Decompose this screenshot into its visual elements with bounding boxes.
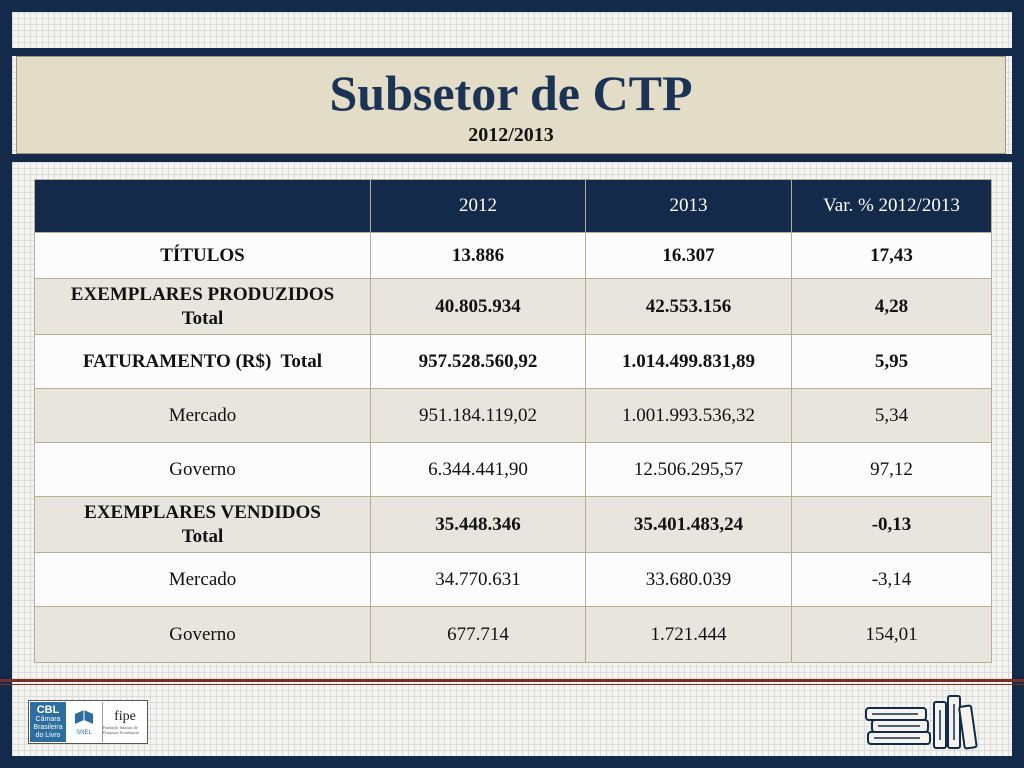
header-cell-label	[35, 180, 371, 233]
open-book-icon	[73, 708, 95, 730]
cell-2012: 13.886	[371, 233, 586, 279]
row-label: Governo	[35, 607, 371, 663]
cell-var: 5,95	[792, 335, 992, 389]
cell-var: -3,14	[792, 553, 992, 607]
cell-2013: 1.721.444	[586, 607, 792, 663]
cell-2013: 42.553.156	[586, 279, 792, 335]
snel-logo: SNEL	[66, 702, 102, 742]
cell-var: 97,12	[792, 443, 992, 497]
table-row	[35, 279, 992, 335]
cell-2013: 1.014.499.831,89	[586, 335, 792, 389]
cell-var: 17,43	[792, 233, 992, 279]
cell-2012: 6.344.441,90	[371, 443, 586, 497]
row-label: Mercado	[35, 389, 371, 443]
cell-2013: 16.307	[586, 233, 792, 279]
table-row	[35, 389, 992, 443]
footer-divider-thin	[0, 684, 1024, 685]
cell-2012: 40.805.934	[371, 279, 586, 335]
row-label: EXEMPLARES VENDIDOS Total	[35, 497, 371, 553]
fipe-logo: fipe Fundação Instituto de Pesquisas Econômicas	[102, 702, 147, 742]
cell-var: 4,28	[792, 279, 992, 335]
table-row	[35, 335, 992, 389]
row-label: Governo	[35, 443, 371, 497]
cell-var: -0,13	[792, 497, 992, 553]
row-label: Mercado	[35, 553, 371, 607]
table-row	[35, 607, 992, 663]
cell-2012: 677.714	[371, 607, 586, 663]
title-box	[16, 56, 1006, 154]
table-row	[35, 443, 992, 497]
cell-var: 154,01	[792, 607, 992, 663]
table-header-row	[35, 180, 992, 233]
header-cell-2013: 2013	[586, 180, 792, 233]
cell-var: 5,34	[792, 389, 992, 443]
table-row	[35, 497, 992, 553]
table-row	[35, 553, 992, 607]
header-cell-2012: 2012	[371, 180, 586, 233]
cell-2013: 35.401.483,24	[586, 497, 792, 553]
data-table	[34, 179, 992, 663]
cell-2012: 951.184.119,02	[371, 389, 586, 443]
row-label: EXEMPLARES PRODUZIDOS Total	[35, 279, 371, 335]
title-bottom-bar	[12, 154, 1012, 162]
top-divider-bar	[12, 48, 1012, 56]
cell-2012: 34.770.631	[371, 553, 586, 607]
row-label: FATURAMENTO (R$) Total	[35, 335, 371, 389]
table-row	[35, 233, 992, 279]
cell-2013: 12.506.295,57	[586, 443, 792, 497]
cbl-logo: CBL Câmara Brasileira do Livro	[30, 702, 66, 742]
row-label: TÍTULOS	[35, 233, 371, 279]
books-illustration-icon	[860, 688, 990, 752]
cell-2012: 35.448.346	[371, 497, 586, 553]
header-cell-var: Var. % 2012/2013	[792, 180, 992, 233]
page-subtitle: 2012/2013	[468, 124, 554, 146]
partner-logos	[28, 700, 148, 744]
cell-2012: 957.528.560,92	[371, 335, 586, 389]
footer-divider	[0, 679, 1024, 682]
page-title: Subsetor de CTP	[329, 65, 693, 121]
cell-2013: 1.001.993.536,32	[586, 389, 792, 443]
cell-2013: 33.680.039	[586, 553, 792, 607]
